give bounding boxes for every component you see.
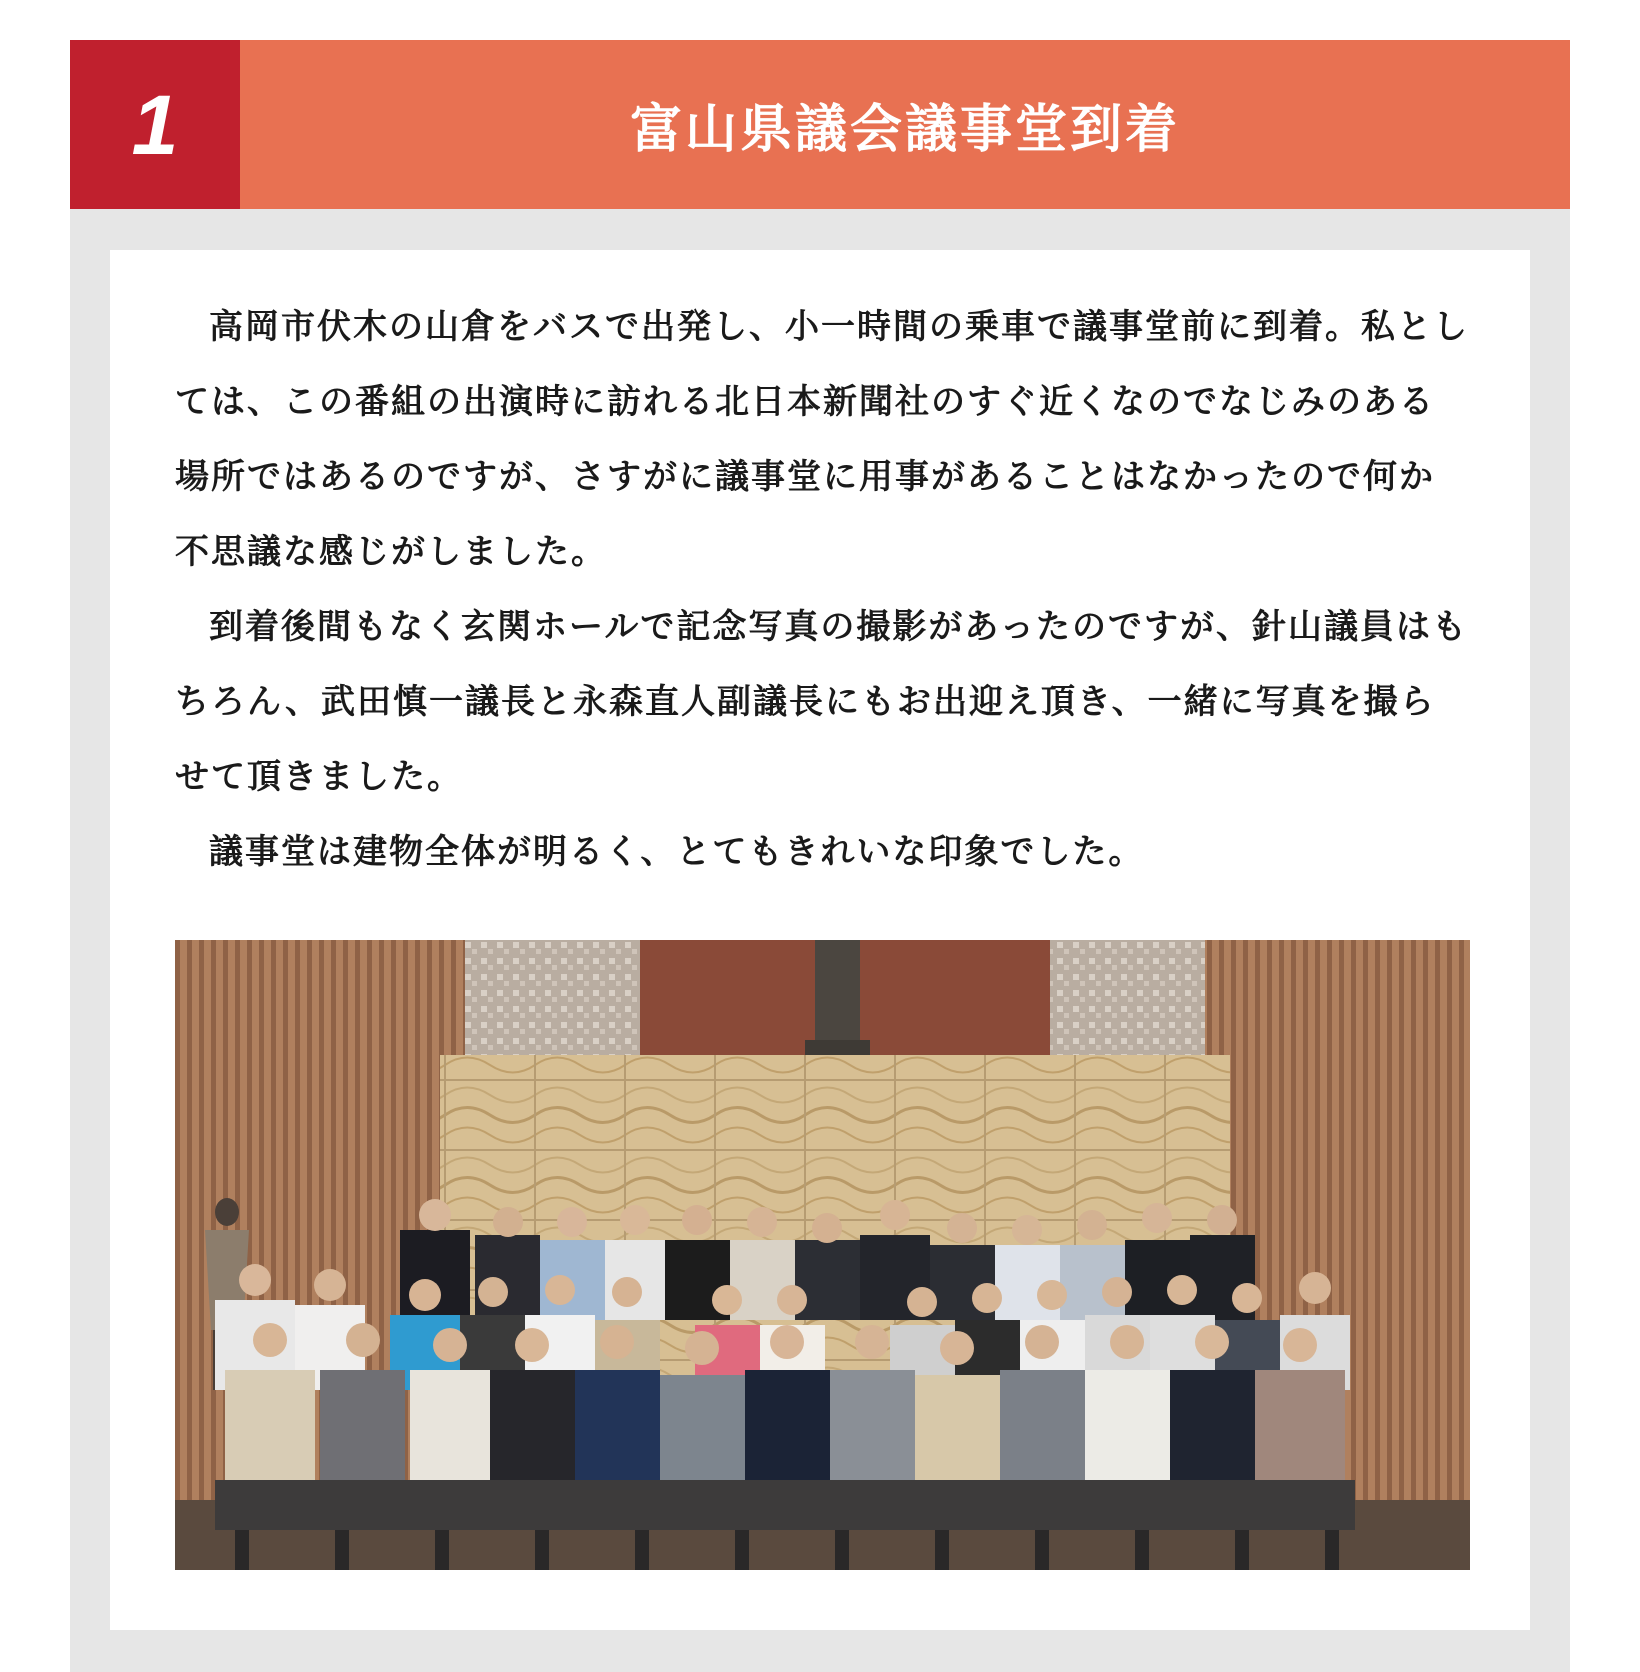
group-photo-illustration (175, 940, 1470, 1570)
section-header (70, 40, 1570, 209)
section-title: 富山県議会議事堂到着 (629, 100, 1180, 160)
paragraph: 高岡市伏木の山倉をバスで出発し、小一時間の乗車で議事堂前に到着。私としては、この番組の出演時に訪れる北日本新聞社のすぐ近くなのでなじみのある場所ではあるのですが、さすがに議事堂に用事があることはなかったので何か不思議な感じがしました。 (175, 307, 1469, 572)
content-card (110, 250, 1530, 1630)
group-photo (175, 940, 1470, 1570)
article-section (70, 40, 1570, 1672)
paragraph: 議事堂は建物全体が明るく、とてもきれいな印象でした。 (209, 832, 1145, 872)
section-number: 1 (131, 77, 179, 172)
section-number-badge (70, 40, 240, 209)
paragraph: 到着後間もなく玄関ホールで記念写真の撮影があったのですが、針山議員はもちろん、武田慎一議長と永森直人副議長にもお出迎え頂き、一緒に写真を撮らせて頂きました。 (175, 607, 1468, 797)
article-body (175, 290, 1470, 890)
